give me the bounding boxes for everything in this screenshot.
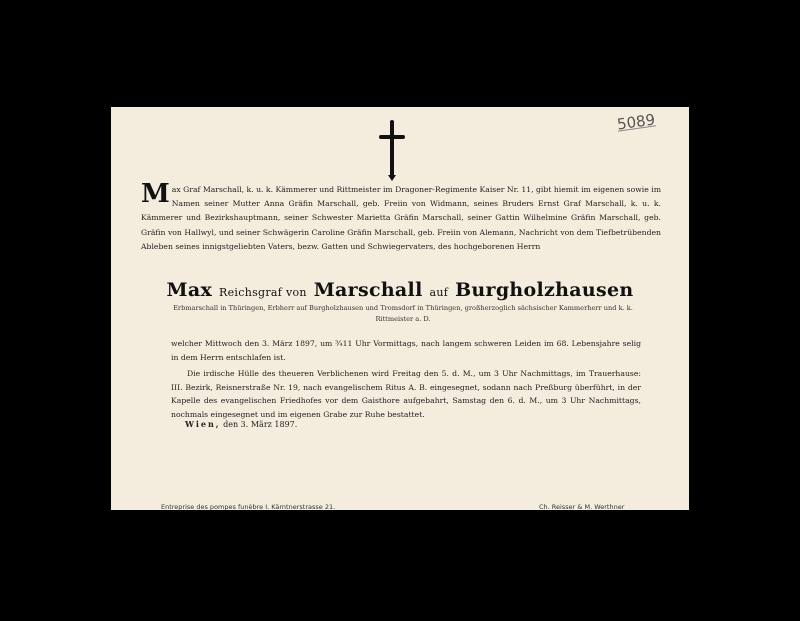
drop-cap: M bbox=[141, 179, 170, 209]
cross-icon bbox=[379, 119, 405, 181]
name-part-2: Reichsgraf von bbox=[219, 286, 307, 299]
announcement-text: ax Graf Marschall, k. u. k. Kämmerer und Rittmeister im Dragoner-Regimente Kaiser Nr. 11, gibt hiemit im eigenen sowie im Namen seiner Mutter Anna Gräfin Marschall, geb. Freiin von Widmann, seines Bruders Ernst Graf Marschall, k. u. k. Kämmerer und Bezirkshauptmann, seiner Schwester Marietta Gräfin Marschall, seiner Gattin Wilhelmine Gräfin Marschall, geb. Gräfin von Hallwyl, und seiner Schwägerin Caroline Gräfin Marschall, geb. Freiin von Alemann, Nachricht von dem Tiefbetrübenden Ableben seines innigstgeliebten Vaters, bezw. Gatten und Schwiegervaters, des hochgeborenen Herrn bbox=[141, 185, 661, 251]
undertaker-name: Ch. Reisser & M. Werthner bbox=[539, 503, 625, 511]
deceased-name bbox=[111, 279, 689, 301]
death-details: welcher Mittwoch den 3. März 1897, um ¾11 Uhr Vormittags, nach langem schweren Leiden im 68. Lebensjahre selig in dem Herrn entschlafen ist. bbox=[171, 339, 641, 362]
undertaker-address: Entreprise des pompes funèbre I. Kärntnerstrasse 21. bbox=[161, 503, 336, 511]
date: den 3. März 1897. bbox=[223, 420, 298, 429]
announcement-paragraph bbox=[141, 179, 661, 254]
funeral-details: Die irdische Hülle des theueren Verblichenen wird Freitag den 5. d. M., um 3 Uhr Nachmittags, im Trauerhause: III. Bezirk, Reisnerstraße Nr. 19, nach evangelischem Ritus A. B. eingesegnet, sodann nach Preßburg überführt, in der Kapelle des evangelischen Friedhofes vor dem Gaisthore aufgebahrt, Samstag den 6. d. M., um 3 Uhr Nachmittags, nochmals eingesegnet und im eigenen Grabe zur Ruhe bestattet. bbox=[171, 369, 641, 419]
name-part-5: Burgholzhausen bbox=[455, 279, 634, 301]
name-part-1: Max bbox=[166, 279, 213, 301]
place: Wien, bbox=[185, 419, 221, 429]
place-date bbox=[185, 419, 297, 429]
deceased-titles: Erbmarschall in Thüringen, Erbherr auf Burgholzhausen und Tromsdorf in Thüringen, großherzoglich sächsischer Kammerherr und k. k. Rittmeister a. D. bbox=[173, 304, 633, 323]
name-part-3: Marschall bbox=[313, 279, 423, 301]
name-part-4: auf bbox=[429, 286, 449, 299]
reference-number: 5089 bbox=[615, 110, 657, 134]
obituary-card bbox=[111, 107, 689, 510]
